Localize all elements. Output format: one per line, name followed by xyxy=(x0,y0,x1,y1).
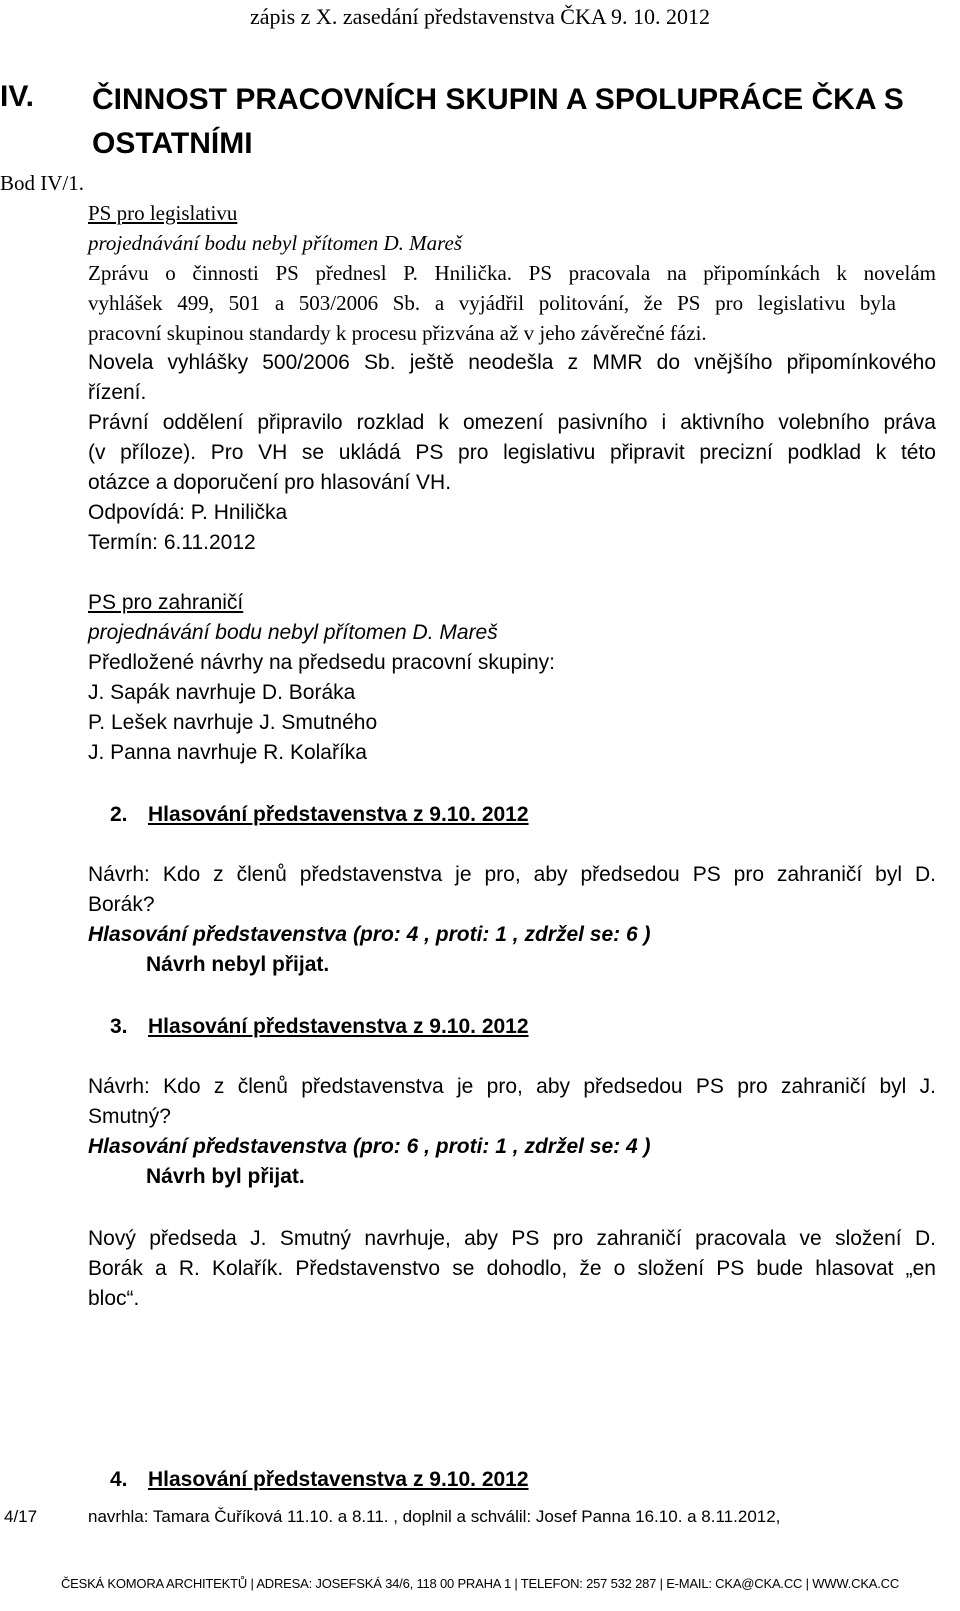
vote-title: Hlasování představenstva z 9.10. 2012 xyxy=(148,1468,529,1491)
paragraph-line: otázce a doporučení pro hlasování VH. xyxy=(88,471,452,494)
paragraph-line: (v příloze). Pro VH se ukládá PS pro legislativu připravit precizní podklad k této xyxy=(88,441,936,464)
absence-note-zahranici: projednávání bodu nebyl přítomen D. Mareš xyxy=(88,621,498,644)
vote-outcome: Návrh byl přijat. xyxy=(146,1165,305,1188)
paragraph-line: pracovní skupinou standardy k procesu přizvána až v jeho závěrečné fázi. xyxy=(88,321,707,345)
vote-proposal: Borák? xyxy=(88,893,155,916)
paragraph-line: Novela vyhlášky 500/2006 Sb. ještě neodešla z MMR do vnějšího připomínkového xyxy=(88,351,936,374)
vote-number: 2. xyxy=(110,803,128,826)
paragraph-line: bloc“. xyxy=(88,1287,140,1310)
paragraph-line: řízení. xyxy=(88,381,147,404)
proposals-intro: Předložené návrhy na předsedu pracovní skupiny: xyxy=(88,651,555,674)
vote-proposal: Návrh: Kdo z členů představenstva je pro, aby předsedou PS pro zahraničí byl D. xyxy=(88,863,936,886)
list-item: P. Lešek navrhuje J. Smutného xyxy=(88,711,378,734)
bod-label: Bod IV/1. xyxy=(0,171,84,195)
paragraph-line: Nový předseda J. Smutný navrhuje, aby PS pro zahraničí pracovala ve složení D. xyxy=(88,1227,936,1250)
vote-number: 4. xyxy=(110,1468,128,1491)
paragraph-line: vyhlášek 499, 501 a 503/2006 Sb. a vyjádřil politování, že PS pro legislativu byla xyxy=(88,291,896,315)
vote-result: Hlasování představenstva (pro: 4 , proti: 1 , zdržel se: 6 ) xyxy=(88,923,651,946)
footer-address: ČESKÁ KOMORA ARCHITEKTŮ | ADRESA: JOSEFSKÁ 34/6, 118 00 PRAHA 1 | TELEFON: 257 532 287 | E-MAIL: CKA@CKA.CC | WWW.CKA.CC xyxy=(60,1576,900,1591)
vote-proposal: Smutný? xyxy=(88,1105,171,1128)
vote-title: Hlasování představenstva z 9.10. 2012 xyxy=(148,1015,529,1038)
vote-title: Hlasování představenstva z 9.10. 2012 xyxy=(148,803,529,826)
vote-proposal: Návrh: Kdo z členů představenstva je pro, aby předsedou PS pro zahraničí byl J. xyxy=(88,1075,936,1098)
absence-note-legislativa: projednávání bodu nebyl přítomen D. Mareš xyxy=(88,231,463,255)
list-item: J. Panna navrhuje R. Kolaříka xyxy=(88,741,367,764)
responsible-line: Odpovídá: P. Hnilička xyxy=(88,501,288,524)
page-header: zápis z X. zasedání představenstva ČKA 9. 10. 2012 xyxy=(249,4,711,29)
chapter-title: ČINNOST PRACOVNÍCH SKUPIN A SPOLUPRÁCE ČKA S OSTATNÍMI xyxy=(92,83,904,160)
vote-outcome: Návrh nebyl přijat. xyxy=(146,953,330,976)
section-heading-zahranici: PS pro zahraničí xyxy=(88,591,244,614)
paragraph-line: Borák a R. Kolařík. Představenstvo se dohodlo, že o složení PS bude hlasovat „en xyxy=(88,1257,936,1280)
vote-result: Hlasování představenstva (pro: 6 , proti: 1 , zdržel se: 4 ) xyxy=(88,1135,651,1158)
deadline-line: Termín: 6.11.2012 xyxy=(88,531,256,554)
page-number: 4/17 xyxy=(4,1507,38,1526)
author-note: navrhla: Tamara Čuříková 11.10. a 8.11. , doplnil a schválil: Josef Panna 16.10. a 8.11.2012, xyxy=(88,1507,781,1526)
section-heading-legislativa: PS pro legislativu xyxy=(88,201,238,225)
paragraph-line: Právní oddělení připravilo rozklad k omezení pasivního i aktivního volebního práva xyxy=(88,411,936,434)
list-item: J. Sapák navrhuje D. Boráka xyxy=(88,681,356,704)
vote-number: 3. xyxy=(110,1015,128,1038)
paragraph-line: Zprávu o činnosti PS přednesl P. Hnilička. PS pracovala na připomínkách k novelám xyxy=(88,261,936,285)
chapter-number: IV. xyxy=(0,80,34,113)
